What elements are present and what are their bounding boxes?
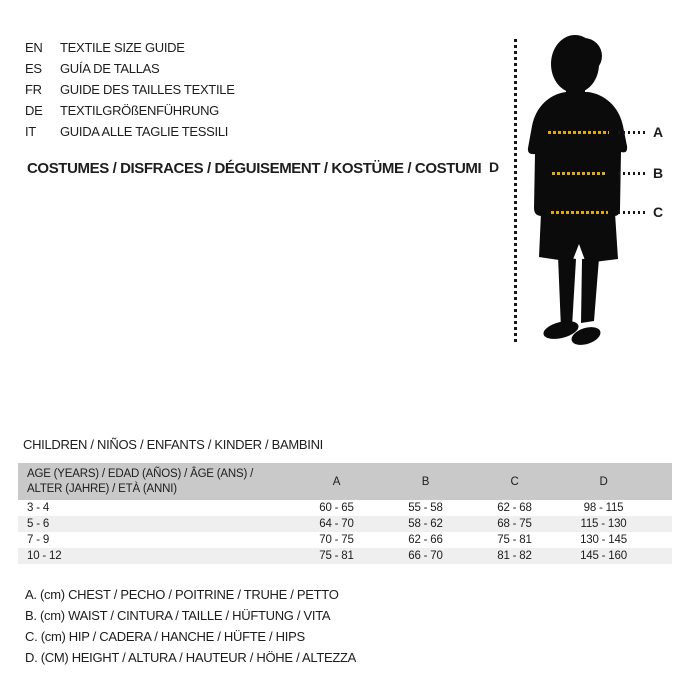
legend-line-chest: A. (cm) CHEST / PECHO / POITRINE / TRUHE / PETTO bbox=[25, 587, 339, 602]
legend-line-height: D. (CM) HEIGHT / ALTURA / HAUTEUR / HÖHE / ALTEZZA bbox=[25, 650, 356, 665]
chest-cell: 60 - 65 bbox=[319, 502, 354, 514]
column-header-b: B bbox=[381, 463, 470, 500]
language-label: GUÍA DE TALLAS bbox=[60, 61, 160, 76]
chest-leader-line bbox=[618, 131, 648, 134]
waist-cell: 58 - 62 bbox=[408, 518, 443, 530]
language-label: GUIDA ALLE TAGLIE TESSILI bbox=[60, 124, 229, 139]
age-column-header bbox=[18, 463, 292, 500]
language-row-es bbox=[25, 58, 235, 79]
table-row bbox=[18, 500, 672, 516]
column-header-a: A bbox=[292, 463, 381, 500]
spacer-cell bbox=[648, 500, 672, 516]
language-list bbox=[25, 37, 235, 142]
table-header-row bbox=[18, 463, 672, 500]
waist-measure-line bbox=[552, 172, 607, 175]
spacer-cell bbox=[648, 548, 672, 564]
hip-cell: 75 - 81 bbox=[497, 534, 532, 546]
age-header-line1: AGE (YEARS) / EDAD (AÑOS) / ÂGE (ANS) / bbox=[27, 467, 254, 480]
table-row bbox=[18, 548, 672, 564]
table-row bbox=[18, 516, 672, 532]
spacer-cell bbox=[648, 516, 672, 532]
column-header-d: D bbox=[559, 463, 648, 500]
height-cell: 145 - 160 bbox=[580, 550, 627, 562]
chest-cell: 75 - 81 bbox=[319, 550, 354, 562]
section-title: CHILDREN / NIÑOS / ENFANTS / KINDER / BAMBINI bbox=[23, 437, 323, 452]
language-code: EN bbox=[25, 40, 43, 55]
chest-measure-label: A bbox=[653, 124, 664, 140]
spacer-cell bbox=[648, 532, 672, 548]
height-measure-line bbox=[514, 39, 517, 345]
table-row bbox=[18, 532, 672, 548]
category-title: COSTUMES / DISFRACES / DÉGUISEMENT / KOSTÜME / COSTUMI bbox=[27, 160, 482, 177]
height-measure-label: D bbox=[489, 159, 500, 175]
waist-measure-label: B bbox=[653, 165, 664, 181]
age-cell: 5 - 6 bbox=[27, 518, 50, 530]
waist-leader-line bbox=[618, 172, 648, 175]
language-row-en bbox=[25, 37, 235, 58]
language-row-fr bbox=[25, 79, 235, 100]
age-cell: 7 - 9 bbox=[27, 534, 50, 546]
size-table bbox=[18, 463, 672, 564]
hip-measure-label: C bbox=[653, 204, 664, 220]
chest-cell: 70 - 75 bbox=[319, 534, 354, 546]
hip-leader-line bbox=[618, 211, 648, 214]
language-code: DE bbox=[25, 103, 43, 118]
language-label: TEXTILGRÖßENFÜHRUNG bbox=[60, 103, 219, 118]
hip-cell: 81 - 82 bbox=[497, 550, 532, 562]
legend-line-waist: B. (cm) WAIST / CINTURA / TAILLE / HÜFTUNG / VITA bbox=[25, 608, 331, 623]
language-code: IT bbox=[25, 124, 36, 139]
age-cell: 10 - 12 bbox=[27, 550, 62, 562]
hip-cell: 68 - 75 bbox=[497, 518, 532, 530]
chest-measure-line bbox=[548, 131, 609, 134]
height-cell: 115 - 130 bbox=[580, 518, 627, 530]
hip-cell: 62 - 68 bbox=[497, 502, 532, 514]
height-cell: 130 - 145 bbox=[580, 534, 627, 546]
waist-cell: 62 - 66 bbox=[408, 534, 443, 546]
child-silhouette-image bbox=[520, 30, 640, 350]
language-row-it bbox=[25, 121, 235, 142]
chest-cell: 64 - 70 bbox=[319, 518, 354, 530]
waist-cell: 66 - 70 bbox=[408, 550, 443, 562]
language-label: TEXTILE SIZE GUIDE bbox=[60, 40, 185, 55]
language-row-de bbox=[25, 100, 235, 121]
column-header-c: C bbox=[470, 463, 559, 500]
language-code: FR bbox=[25, 82, 42, 97]
legend-line-hip: C. (cm) HIP / CADERA / HANCHE / HÜFTE / HIPS bbox=[25, 629, 305, 644]
language-code: ES bbox=[25, 61, 42, 76]
age-header-line2: ALTER (JAHRE) / ETÀ (ANNI) bbox=[27, 482, 177, 495]
age-cell: 3 - 4 bbox=[27, 502, 50, 514]
column-header-spacer bbox=[648, 463, 672, 500]
waist-cell: 55 - 58 bbox=[408, 502, 443, 514]
hip-measure-line bbox=[551, 211, 608, 214]
measurement-legend bbox=[25, 584, 356, 668]
language-label: GUIDE DES TAILLES TEXTILE bbox=[60, 82, 235, 97]
height-cell: 98 - 115 bbox=[583, 502, 624, 514]
